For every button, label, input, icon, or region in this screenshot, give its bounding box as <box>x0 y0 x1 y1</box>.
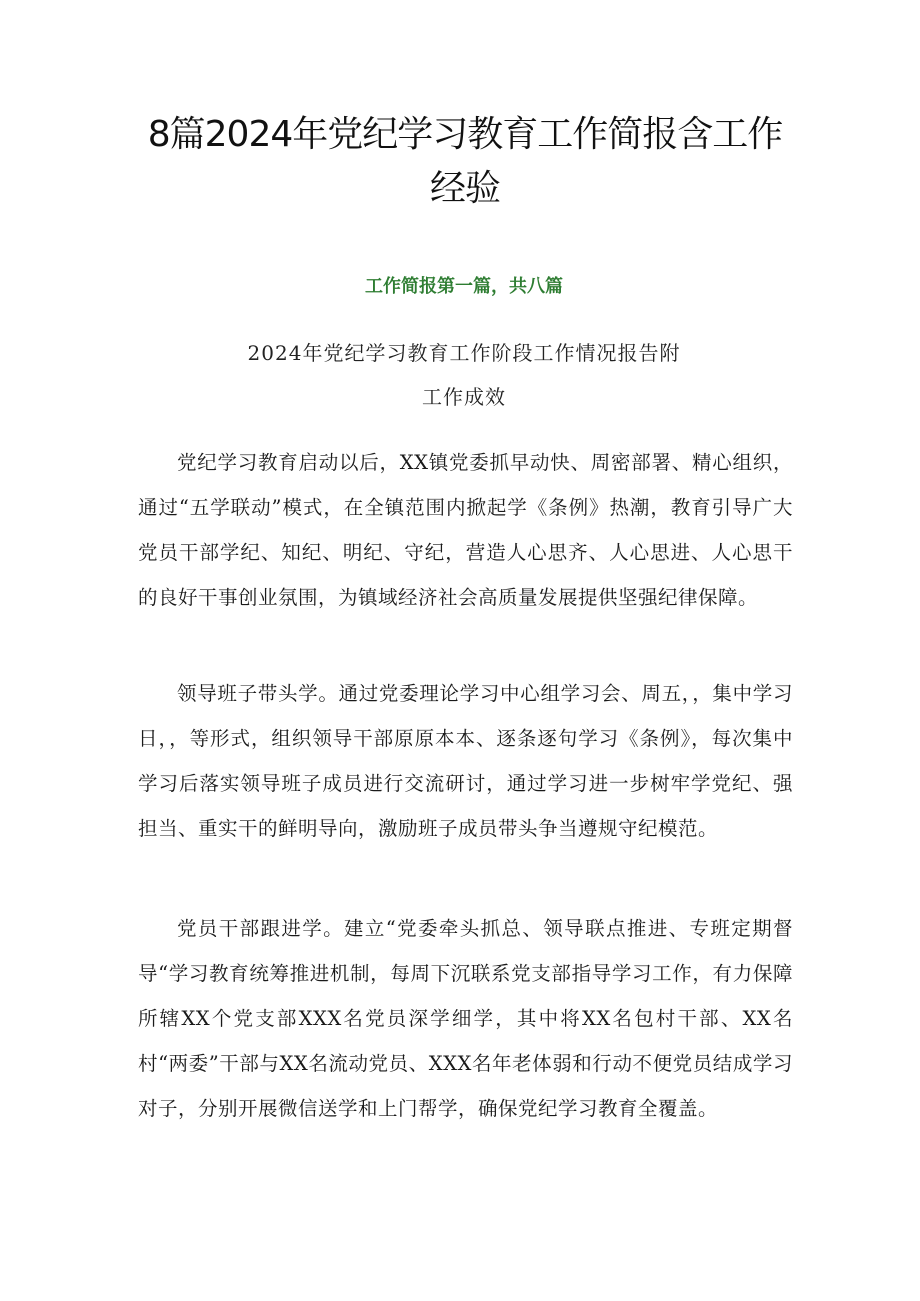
body-paragraph: 领导班子带头学。通过党委理论学习中心组学习会、周五，，集中学习日，，等形式，组织领导干部原原本本、逐条逐句学习《条例》，每次集中学习后落实领导班子成员进行交流研讨，通过学习进一步树牢学党纪、强担当、重实干的鲜明导向，激励班子成员带头争当遵规守纪模范。 <box>138 682 793 840</box>
report-title-line-1: 2024年党纪学习教育工作阶段工作情况报告附 <box>247 341 681 365</box>
report-title-line-2: 工作成效 <box>422 385 506 409</box>
document-title: 8篇2024年党纪学习教育工作简报含工作经验 <box>147 114 783 209</box>
section-heading: 工作简报第一篇，共八篇 <box>365 276 563 297</box>
body-paragraph: 党员干部跟进学。建立“党委牵头抓总、领导联点推进、专班定期督导“学习教育统筹推进机制，每周下沉联系党支部指导学习工作，有力保障所辖XX个党支部XXX名党员深学细学，其中将XX名包村干部、XX名村“两委”干部与XX名流动党员、XXX名年老体弱和行动不便党员结成学习对子，分别开展微信送学和上门帮学，确保党纪学习教育全覆盖。 <box>138 917 793 1120</box>
body-paragraph: 党纪学习教育启动以后，XX镇党委抓早动快、周密部署、精心组织，通过“五学联动”模式，在全镇范围内掀起学《条例》热潮，教育引导广大党员干部学纪、知纪、明纪、守纪，营造人心思齐、人心思进、人心思干的良好干事创业氛围，为镇域经济社会高质量发展提供坚强纪律保障。 <box>138 451 793 609</box>
